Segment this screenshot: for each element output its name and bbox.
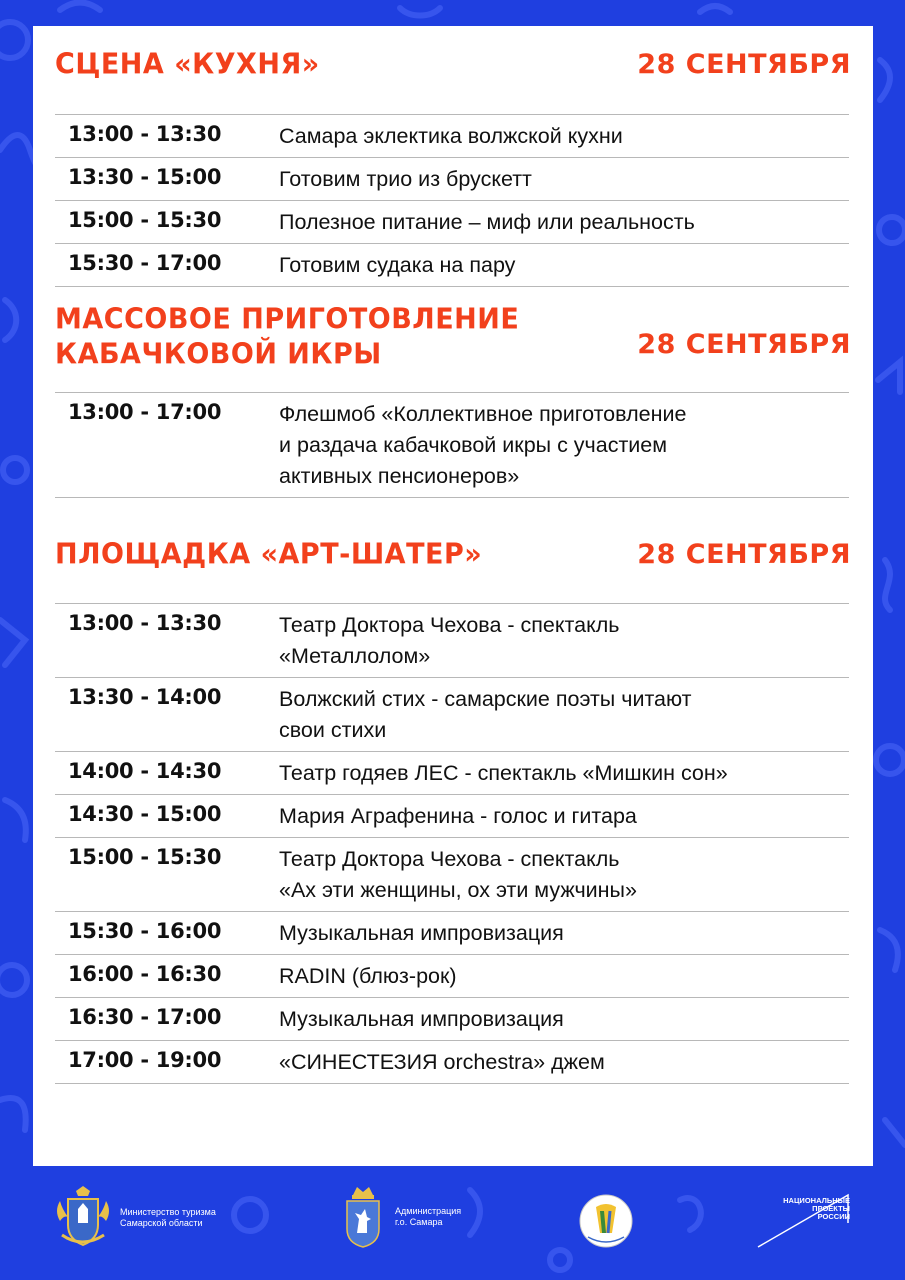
national-projects-line: НАЦИОНАЛЬНЫЕ	[783, 1196, 850, 1205]
time-slot: 13:30 - 15:00	[68, 165, 222, 189]
national-projects-logo-block	[756, 1193, 854, 1249]
national-projects-line: РОССИИ	[817, 1212, 850, 1221]
event-description: RADIN (блюз-рок)	[279, 964, 457, 988]
table-row	[55, 998, 849, 1041]
table-row	[55, 115, 849, 158]
table-row	[55, 604, 849, 678]
event-description: Готовим трио из брускетт	[279, 167, 532, 191]
time-slot: 13:00 - 17:00	[68, 400, 222, 424]
section-title: СЦЕНА «КУХНЯ»	[55, 48, 320, 81]
event-description	[279, 684, 849, 746]
event-description	[279, 610, 849, 672]
time-slot: 16:00 - 16:30	[68, 962, 222, 986]
section-title	[55, 302, 519, 371]
table-row	[55, 795, 849, 838]
schedule-card	[33, 26, 873, 1166]
national-projects-label	[783, 1197, 850, 1221]
time-slot: 13:30 - 14:00	[68, 685, 222, 709]
administration-logo-block	[343, 1185, 461, 1249]
table-row	[55, 912, 849, 955]
event-description	[279, 399, 849, 492]
footer-logos	[0, 1175, 905, 1280]
description-line: Волжский стих - самарские поэты читают	[279, 687, 692, 711]
time-slot: 17:00 - 19:00	[68, 1048, 222, 1072]
time-slot: 15:30 - 16:00	[68, 919, 222, 943]
time-slot: 16:30 - 17:00	[68, 1005, 222, 1029]
event-description: Музыкальная импровизация	[279, 1007, 564, 1031]
time-slot: 15:00 - 15:30	[68, 845, 222, 869]
time-slot: 15:30 - 17:00	[68, 251, 222, 275]
description-line: «Металлолом»	[279, 644, 431, 668]
table-row	[55, 393, 849, 498]
ministry-label	[120, 1207, 216, 1229]
event-description: Самара эклектика волжской кухни	[279, 124, 623, 148]
administration-label	[395, 1206, 461, 1228]
schedule-table-caviar	[55, 392, 849, 498]
round-emblem-icon	[578, 1193, 634, 1249]
national-projects-line: ПРОЕКТЫ	[812, 1204, 850, 1213]
description-line: «Ах эти женщины, ох эти мужчины»	[279, 878, 637, 902]
event-description: Мария Аграфенина - голос и гитара	[279, 804, 637, 828]
time-slot: 14:00 - 14:30	[68, 759, 222, 783]
festival-logo-block	[578, 1193, 634, 1249]
table-row	[55, 752, 849, 795]
section-date: 28 СЕНТЯБРЯ	[637, 328, 851, 360]
event-description: «СИНЕСТЕЗИЯ orchestra» джем	[279, 1050, 605, 1074]
samara-city-coat-of-arms-icon	[343, 1185, 383, 1249]
time-slot: 14:30 - 15:00	[68, 802, 222, 826]
event-description	[279, 844, 849, 906]
event-description: Театр годяев ЛЕС - спектакль «Мишкин сон»	[279, 761, 728, 785]
section-date: 28 СЕНТЯБРЯ	[637, 49, 851, 80]
event-description: Музыкальная импровизация	[279, 921, 564, 945]
time-slot: 13:00 - 13:30	[68, 611, 222, 635]
ministry-label-line: Министерство туризма	[120, 1207, 216, 1217]
event-description: Готовим судака на пару	[279, 253, 516, 277]
section-kitchen-header	[55, 48, 851, 81]
table-row	[55, 955, 849, 998]
administration-label-line: г.о. Самара	[395, 1217, 443, 1227]
table-row	[55, 201, 849, 244]
description-line: активных пенсионеров»	[279, 464, 520, 488]
section-title-line: КАБАЧКОВОЙ ИКРЫ	[55, 338, 382, 371]
ministry-logo-block	[54, 1185, 216, 1251]
ministry-label-line: Самарской области	[120, 1218, 203, 1228]
description-line: Флешмоб «Коллективное приготовление	[279, 402, 687, 426]
table-row	[55, 158, 849, 201]
time-slot: 15:00 - 15:30	[68, 208, 222, 232]
event-description: Полезное питание – миф или реальность	[279, 210, 695, 234]
description-line: Театр Доктора Чехова - спектакль	[279, 847, 620, 871]
section-caviar-header	[55, 304, 851, 370]
samara-region-coat-of-arms-icon	[54, 1185, 112, 1251]
description-line: свои стихи	[279, 718, 387, 742]
table-row	[55, 1041, 849, 1084]
description-line: Театр Доктора Чехова - спектакль	[279, 613, 620, 637]
time-slot: 13:00 - 13:30	[68, 122, 222, 146]
table-row	[55, 678, 849, 752]
section-date: 28 СЕНТЯБРЯ	[637, 539, 851, 570]
section-title-line: МАССОВОЕ ПРИГОТОВЛЕНИЕ	[55, 303, 520, 336]
schedule-table-kitchen	[55, 114, 849, 287]
table-row	[55, 244, 849, 287]
description-line: и раздача кабачковой икры с участием	[279, 433, 668, 457]
table-row	[55, 838, 849, 912]
section-art-tent-header	[55, 538, 851, 571]
administration-label-line: Администрация	[395, 1206, 462, 1216]
schedule-table-art-tent	[55, 603, 849, 1084]
section-title: ПЛОЩАДКА «АРТ-ШАТЕР»	[55, 538, 483, 571]
